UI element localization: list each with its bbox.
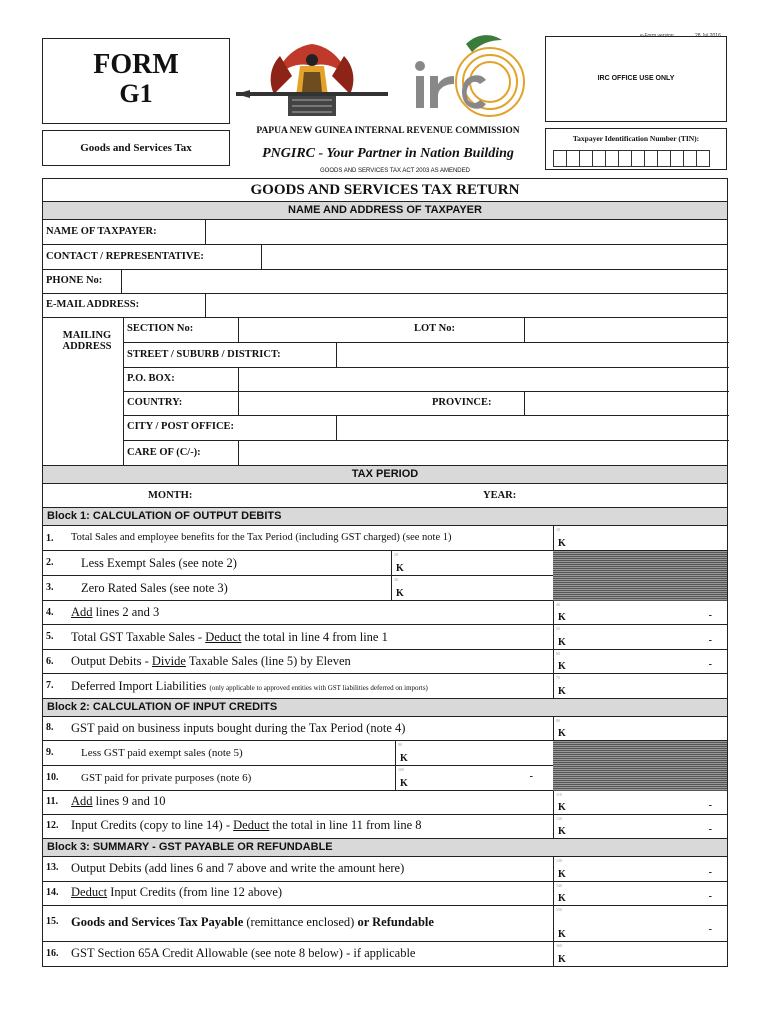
- contact-label: CONTACT / REPRESENTATIVE:: [46, 251, 204, 262]
- png-emblem-icon: [236, 36, 388, 122]
- line-10-text: GST paid for private purposes (note 6): [81, 772, 252, 784]
- line-15-dash: -: [708, 924, 712, 935]
- line-4-text-underlined: Add: [71, 605, 93, 619]
- country-row: [124, 392, 729, 416]
- line-7-note: (only applicable to approved entities with GST liabilities deferred on imports): [209, 684, 428, 692]
- line-5-text: [71, 630, 388, 645]
- line-11-text-rest: lines 9 and 10: [92, 794, 166, 808]
- line-4-text-rest: lines 2 and 3: [92, 605, 160, 619]
- section-lot-row: [124, 318, 729, 343]
- block3-title: Block 3: SUMMARY - GST PAYABLE OR REFUNDABLE: [42, 839, 728, 857]
- line-6-amount[interactable]: [553, 650, 728, 673]
- line-1-row: [42, 526, 728, 551]
- mailing-fields: [123, 318, 728, 466]
- email-row: [42, 294, 728, 318]
- line-4-amount[interactable]: [553, 601, 728, 624]
- line-12-dash: -: [708, 824, 712, 835]
- line-7-k: K: [558, 686, 566, 697]
- tin-cell[interactable]: [631, 150, 645, 167]
- line-11-k: K: [558, 802, 566, 813]
- line-14-code: 140: [556, 883, 562, 888]
- line-3-code: 30: [394, 577, 398, 582]
- line-14-text-rest: Input Credits (from line 12 above): [107, 885, 283, 899]
- line-13-k: K: [558, 869, 566, 880]
- line-1-code: 10: [556, 527, 560, 532]
- line-14-k: K: [558, 893, 566, 904]
- phone-label: PHONE No:: [46, 275, 103, 286]
- email-field[interactable]: [205, 294, 728, 317]
- line-16-text: GST Section 65A Credit Allowable (see note 8 below) - if applicable: [71, 946, 416, 960]
- line-15-k: K: [558, 929, 566, 940]
- taxpayer-name-row: [42, 220, 728, 245]
- print-ref: e-Form version: [640, 33, 674, 39]
- tin-cell[interactable]: [657, 150, 671, 167]
- line-16-k: K: [558, 954, 566, 965]
- line-5-dash: -: [708, 635, 712, 646]
- line-12-text-underlined: Deduct: [233, 818, 270, 832]
- line-12-k: K: [558, 826, 566, 837]
- line-13-number: 13.: [46, 862, 59, 873]
- care-of-row: [124, 441, 729, 466]
- lot-no-label: LOT No:: [414, 323, 455, 334]
- line-10-dash: -: [529, 771, 533, 782]
- line-4-k: K: [558, 612, 566, 623]
- mailing-address-label: [53, 330, 121, 352]
- line-13-amount[interactable]: [553, 857, 728, 881]
- province-label: PROVINCE:: [432, 397, 492, 408]
- line-13-code: 130: [556, 858, 562, 863]
- tin-cell[interactable]: [592, 150, 606, 167]
- contact-field[interactable]: [261, 245, 728, 269]
- section-no-label: SECTION No:: [127, 323, 194, 334]
- line-14-text-underlined: Deduct: [71, 885, 108, 899]
- line-1-amount[interactable]: [553, 526, 728, 550]
- street-field[interactable]: [336, 343, 729, 367]
- line-9-k: K: [400, 753, 408, 764]
- line-9-amount[interactable]: [395, 741, 553, 765]
- line-15-row: [42, 906, 728, 942]
- line-7-number: 7.: [46, 680, 54, 691]
- line-9-code: 90: [398, 742, 402, 747]
- tin-cell[interactable]: [670, 150, 684, 167]
- block1-title: Block 1: CALCULATION OF OUTPUT DEBITS: [42, 508, 728, 526]
- line-2-number: 2.: [46, 557, 54, 568]
- line-11-number: 11.: [46, 796, 58, 807]
- city-field[interactable]: [336, 416, 729, 440]
- tin-cell[interactable]: [566, 150, 580, 167]
- line-10-code: 100: [398, 767, 404, 772]
- line-15-number: 15.: [46, 916, 59, 927]
- line-7-code: 70: [556, 675, 560, 680]
- mailing-line1: MAILING: [62, 330, 112, 341]
- line-12-text-pre: Input Credits (copy to line 14) -: [71, 818, 234, 832]
- line-7-text-main: Deferred Import Liabilities: [71, 679, 207, 693]
- taxpayer-name-field[interactable]: [205, 220, 728, 244]
- line-4-code: 40: [556, 602, 560, 607]
- irc-logo-icon: [406, 30, 526, 124]
- form-code: G1: [119, 79, 153, 108]
- line-3-number: 3.: [46, 582, 54, 593]
- tin-cell[interactable]: [696, 150, 710, 167]
- street-label: STREET / SUBURB / DISTRICT:: [127, 349, 281, 360]
- form-label: FORM: [93, 49, 179, 80]
- country-label: COUNTRY:: [127, 397, 183, 408]
- line-6-text-pre: Output Debits -: [71, 654, 152, 668]
- line-3-amount[interactable]: [391, 576, 553, 600]
- line-9-10-hatch: [553, 741, 727, 791]
- line-11-amount[interactable]: [553, 791, 728, 814]
- tin-cell[interactable]: [553, 150, 567, 167]
- line-15-text-bold2: or Refundable: [357, 915, 434, 929]
- care-of-label: CARE OF (C/-):: [127, 447, 201, 458]
- line-5-text-rest: the total in line 4 from line 1: [241, 630, 388, 644]
- phone-row: [42, 270, 728, 294]
- taxpayer-section-title: NAME AND ADDRESS OF TAXPAYER: [42, 202, 728, 220]
- return-title: GOODS AND SERVICES TAX RETURN: [42, 178, 728, 202]
- line-8-row: [42, 717, 728, 741]
- line-12-row: [42, 815, 728, 839]
- tin-label: Taxpayer Identification Number (TIN):: [572, 134, 700, 143]
- line-7-amount[interactable]: [553, 674, 728, 698]
- line-13-text: Output Debits (add lines 6 and 7 above and write the amount here): [71, 861, 405, 875]
- line-4-number: 4.: [46, 607, 54, 618]
- line-7-text: [71, 679, 428, 694]
- form-title-box: [42, 38, 230, 124]
- contact-row: [42, 245, 728, 270]
- line-1-number: 1.: [46, 533, 54, 544]
- phone-field[interactable]: [121, 270, 728, 293]
- line-10-amount[interactable]: [395, 766, 553, 790]
- taxpayer-name-label: NAME OF TAXPAYER:: [46, 226, 157, 237]
- line-6-row: [42, 650, 728, 674]
- tax-period-title: TAX PERIOD: [42, 466, 728, 484]
- line-4-row: [42, 601, 728, 625]
- pobox-field[interactable]: [238, 368, 729, 391]
- street-row: [124, 343, 729, 368]
- line-6-dash: -: [708, 659, 712, 670]
- tin-cell[interactable]: [579, 150, 593, 167]
- tin-box: [545, 128, 727, 170]
- province-field[interactable]: [524, 392, 729, 415]
- pobox-label: P.O. BOX:: [127, 373, 175, 384]
- city-label: CITY / POST OFFICE:: [127, 421, 235, 432]
- line-1-k: K: [558, 538, 566, 549]
- line-9-text: Less GST paid exempt sales (note 5): [81, 747, 243, 759]
- line-3-k: K: [396, 588, 404, 599]
- line-7-row: [42, 674, 728, 699]
- line-8-text: GST paid on business inputs bought during the Tax Period (note 4): [71, 721, 406, 735]
- line-13-row: [42, 857, 728, 882]
- line-3-text: Zero Rated Sales (see note 3): [81, 581, 228, 595]
- line-12-text-rest: the total in line 11 from line 8: [269, 818, 422, 832]
- care-of-field[interactable]: [238, 441, 729, 466]
- line-12-text: [71, 818, 422, 833]
- mailing-line2: ADDRESS: [62, 341, 112, 352]
- line-16-amount[interactable]: [553, 942, 728, 966]
- line-13-dash: -: [708, 867, 712, 878]
- act-reference: GOODS AND SERVICES TAX ACT 2003 AS AMENDED: [320, 168, 470, 174]
- line-14-dash: -: [708, 891, 712, 902]
- line-12-amount[interactable]: [553, 815, 728, 838]
- line-10-number: 10.: [46, 772, 59, 783]
- line-5-k: K: [558, 637, 566, 648]
- line-5-text-pre: Total GST Taxable Sales -: [71, 630, 206, 644]
- line-12-number: 12.: [46, 820, 59, 831]
- line-16-row: [42, 942, 728, 967]
- tin-cell[interactable]: [683, 150, 697, 167]
- line-2-text: Less Exempt Sales (see note 2): [81, 556, 237, 570]
- line-11-row: [42, 791, 728, 815]
- line-16-code: 160: [556, 943, 562, 948]
- line-5-row: [42, 625, 728, 650]
- line-4-dash: -: [708, 610, 712, 621]
- line-5-amount[interactable]: [553, 625, 728, 649]
- line-2-k: K: [396, 563, 404, 574]
- line-15-amount[interactable]: [553, 906, 728, 941]
- line-11-dash: -: [708, 800, 712, 811]
- year-label: YEAR:: [483, 490, 517, 501]
- line-8-number: 8.: [46, 722, 54, 733]
- line-11-text: [71, 794, 165, 809]
- line-2-code: 20: [394, 552, 398, 557]
- line-8-k: K: [558, 728, 566, 739]
- period-row: [42, 484, 728, 508]
- line-6-k: K: [558, 661, 566, 672]
- line-14-amount[interactable]: [553, 882, 728, 905]
- line-9-number: 9.: [46, 747, 54, 758]
- section-no-field[interactable]: [238, 318, 409, 342]
- month-label: MONTH:: [148, 490, 193, 501]
- date-ref: 28 Jul 2016: [695, 33, 721, 39]
- country-field[interactable]: [238, 392, 409, 415]
- line-8-amount[interactable]: [553, 717, 728, 740]
- tin-cell[interactable]: [618, 150, 632, 167]
- line-6-code: 60: [556, 651, 560, 656]
- line-6-number: 6.: [46, 656, 54, 667]
- line-4-text: [71, 605, 159, 620]
- line-2-amount[interactable]: [391, 551, 553, 575]
- line-14-text: [71, 885, 282, 900]
- line-1-text: Total Sales and employee benefits for the Tax Period (including GST charged) (see note 1): [71, 532, 452, 543]
- line-14-number: 14.: [46, 887, 59, 898]
- line-6-text-rest: Taxable Sales (line 5) by Eleven: [185, 654, 351, 668]
- line-15-text-mid: (remittance enclosed): [243, 915, 358, 929]
- line-15-text-bold1: Goods and Services Tax Payable: [71, 915, 244, 929]
- line-15-text: [71, 915, 434, 930]
- tin-cell[interactable]: [644, 150, 658, 167]
- line-14-row: [42, 882, 728, 906]
- line-2-3-hatch: [553, 551, 727, 601]
- commission-name: PAPUA NEW GUINEA INTERNAL REVENUE COMMISSION: [256, 126, 520, 136]
- tin-cell[interactable]: [605, 150, 619, 167]
- lot-no-field[interactable]: [524, 318, 729, 342]
- line-5-number: 5.: [46, 631, 54, 642]
- email-label: E-MAIL ADDRESS:: [46, 299, 140, 310]
- city-row: [124, 416, 729, 441]
- line-16-number: 16.: [46, 948, 59, 959]
- line-6-text-underlined: Divide: [151, 654, 186, 668]
- line-12-code: 120: [556, 816, 562, 821]
- mailing-address-block: [42, 318, 728, 466]
- line-11-code: 110: [556, 792, 562, 797]
- pobox-row: [124, 368, 729, 392]
- line-8-code: 80: [556, 718, 560, 723]
- line-15-code: 150: [556, 907, 562, 912]
- office-use-box: IRC OFFICE USE ONLY: [545, 36, 727, 122]
- block2-title: Block 2: CALCULATION OF INPUT CREDITS: [42, 699, 728, 717]
- line-6-text: [71, 654, 351, 669]
- line-10-k: K: [400, 778, 408, 789]
- line-5-code: 50: [556, 626, 560, 631]
- partner-slogan: PNGIRC - Your Partner in Nation Building: [262, 146, 514, 161]
- line-5-text-underlined: Deduct: [205, 630, 242, 644]
- form-subtitle: Goods and Services Tax: [42, 130, 230, 166]
- tin-cells[interactable]: [554, 150, 710, 167]
- line-11-text-underlined: Add: [71, 794, 93, 808]
